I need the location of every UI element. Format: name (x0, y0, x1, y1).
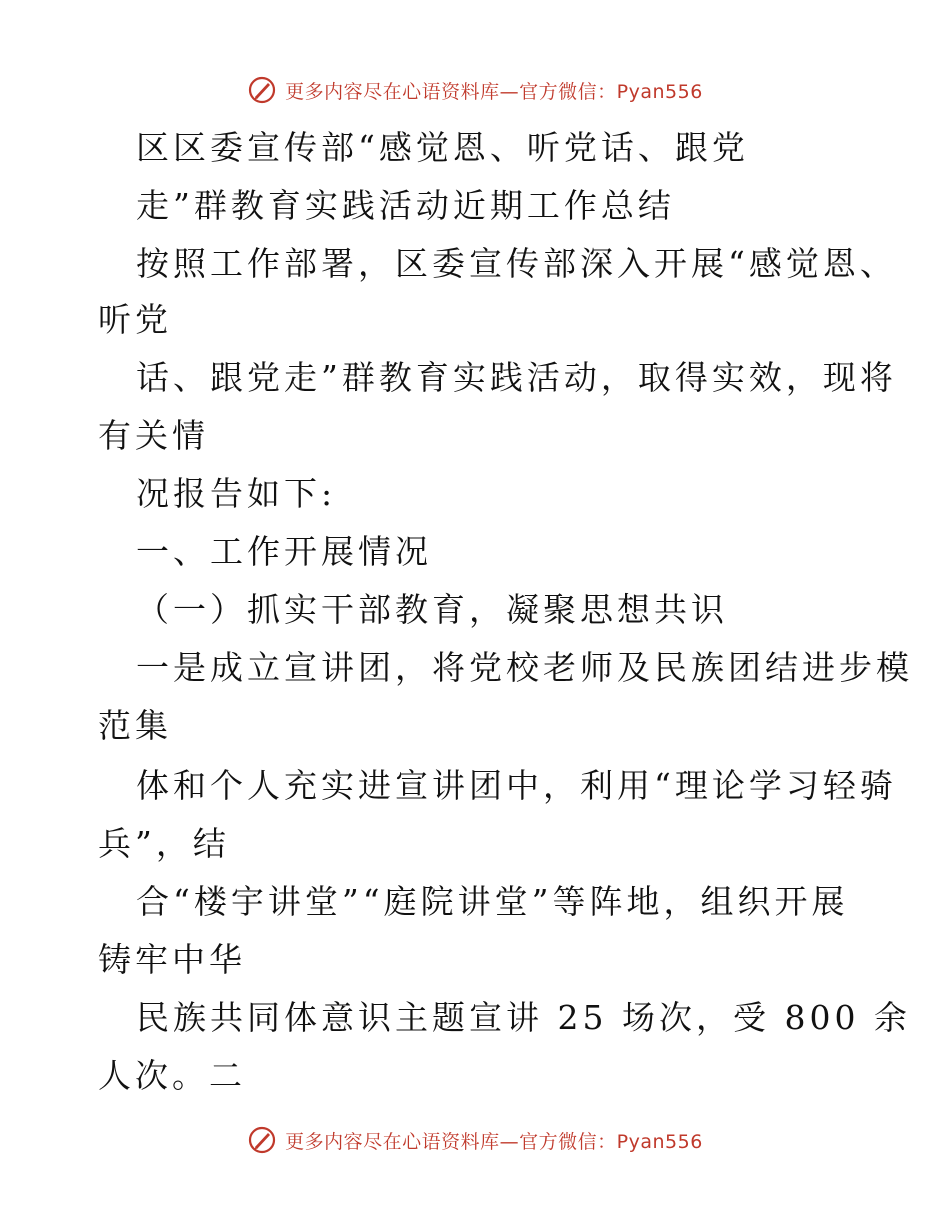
doc-line: 范集 (98, 706, 172, 745)
quill-pen-icon (247, 1125, 277, 1155)
doc-line: 一是成立宣讲团，将党校老师及民族团结进步模 (136, 648, 913, 687)
doc-line: 人次。二 (98, 1056, 246, 1095)
doc-line: 民族共同体意识主题宣讲 25 场次，受 800 余 (136, 998, 911, 1037)
doc-line: 听党 (98, 300, 172, 339)
doc-line: 体和个人充实进宣讲团中，利用“理论学习轻骑 (136, 766, 897, 805)
section-heading: 一、工作开展情况 (136, 532, 432, 571)
doc-line: 按照工作部署，区委宣传部深入开展“感觉恩、 (136, 244, 897, 283)
doc-line: 有关情 (98, 416, 209, 455)
doc-line: 话、跟党走”群教育实践活动，取得实效，现将 (136, 358, 897, 397)
doc-line: 铸牢中华 (98, 940, 246, 979)
watermark-text: 更多内容尽在心语资料库—官方微信：Pyan556 (285, 80, 703, 103)
doc-title-line-1: 区区委宣传部“感觉恩、听党话、跟党 (136, 128, 749, 167)
watermark-banner-bottom (0, 1120, 950, 1160)
watermark-text: 更多内容尽在心语资料库—官方微信：Pyan556 (285, 1130, 703, 1153)
doc-line: 兵”，结 (98, 824, 230, 863)
subsection-heading: （一）抓实干部教育，凝聚思想共识 (136, 590, 728, 629)
doc-line: 况报告如下: (136, 474, 337, 513)
doc-title-line-2: 走”群教育实践活动近期工作总结 (136, 186, 675, 225)
doc-line: 合“楼宇讲堂”“庭院讲堂”等阵地，组织开展 (136, 882, 849, 921)
